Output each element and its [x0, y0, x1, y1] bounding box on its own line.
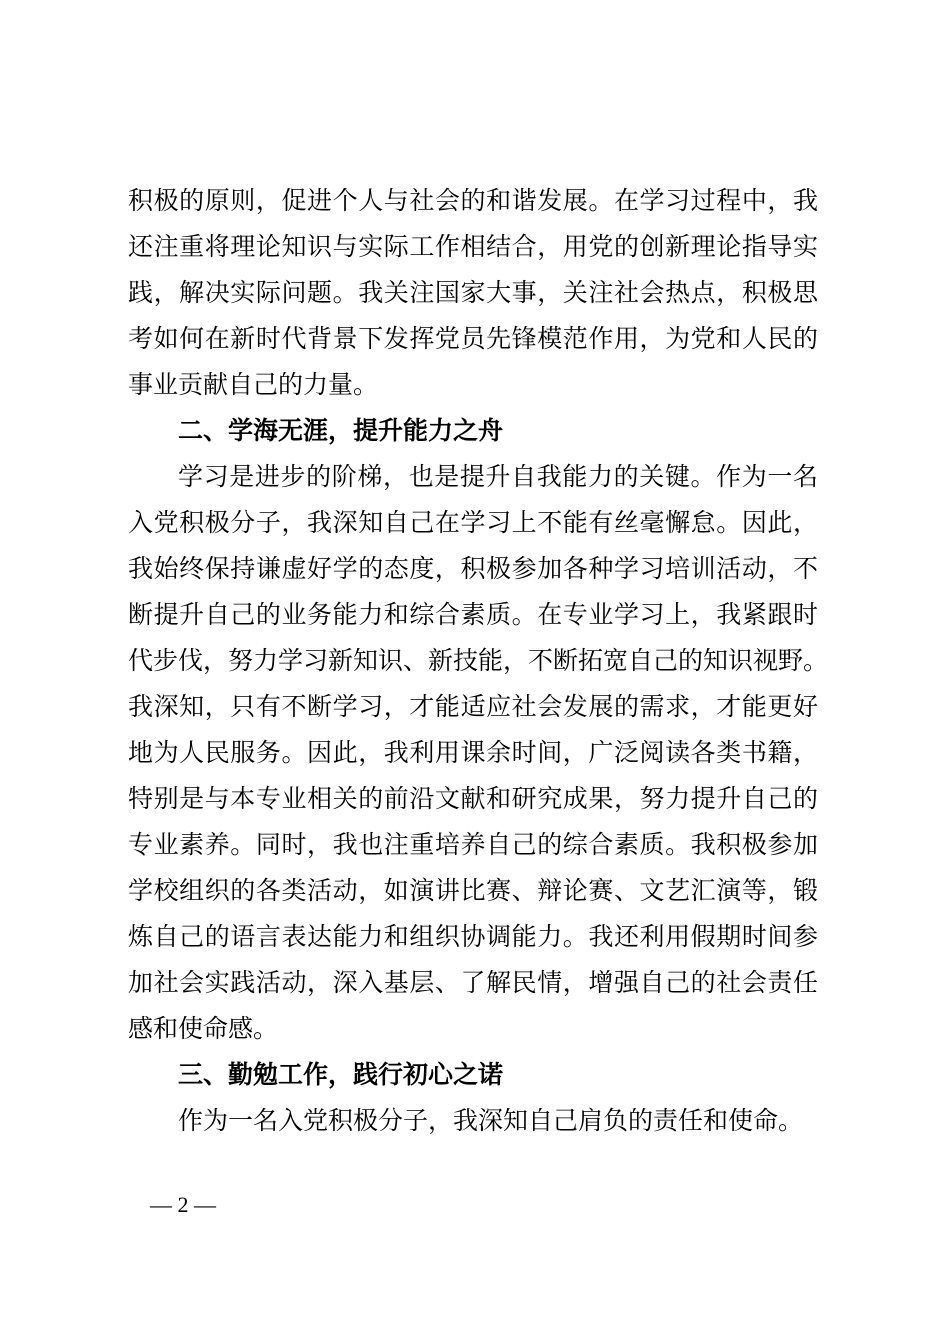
document-body: [128, 182, 829, 1148]
page-number: — 2 —: [150, 1192, 216, 1217]
paragraph-work: [128, 1102, 818, 1140]
text-line: 专业素养。同时，我也注重培养自己的综合素质。我积极参加: [128, 830, 818, 859]
text-line: 地为人民服务。因此，我利用课余时间，广泛阅读各类书籍，: [128, 738, 818, 767]
text-line: 加社会实践活动，深入基层、了解民情，增强自己的社会责任: [128, 968, 818, 997]
text-line: 我始终保持谦虚好学的态度，积极参加各种学习培训活动，不: [128, 554, 818, 583]
paragraph-continuation: [128, 182, 818, 404]
section-heading: 三、勤勉工作，践行初心之诺: [178, 1060, 504, 1089]
text-line: 考如何在新时代背景下发挥党员先锋模范作用，为党和人民的: [128, 324, 818, 353]
text-line: 作为一名入党积极分子，我深知自己肩负的责任和使命。: [178, 1106, 804, 1135]
text-line: 事业贡献自己的力量。: [128, 370, 379, 399]
text-line: 炼自己的语言表达能力和组织协调能力。我还利用假期时间参: [128, 922, 818, 951]
section-heading: 二、学海无涯，提升能力之舟: [178, 416, 504, 445]
text-line: 积极的原则，促进个人与社会的和谐发展。在学习过程中，我: [128, 186, 818, 215]
text-line: 特别是与本专业相关的前沿文献和研究成果，努力提升自己的: [128, 784, 818, 813]
text-line: 还注重将理论知识与实际工作相结合，用党的创新理论指导实: [128, 232, 818, 261]
text-line: 感和使命感。: [128, 1014, 279, 1043]
text-line: 学习是进步的阶梯，也是提升自我能力的关键。作为一名: [178, 462, 818, 491]
text-line: 代步伐，努力学习新知识、新技能，不断拓宽自己的知识视野。: [128, 646, 829, 675]
text-line: 我深知，只有不断学习，才能适应社会发展的需求，才能更好: [128, 692, 818, 721]
paragraph-learning: [128, 458, 829, 1048]
text-line: 践，解决实际问题。我关注国家大事，关注社会热点，积极思: [128, 278, 818, 307]
text-line: 断提升自己的业务能力和综合素质。在专业学习上，我紧跟时: [128, 600, 818, 629]
text-line: 学校组织的各类活动，如演讲比赛、辩论赛、文艺汇演等，锻: [128, 876, 818, 905]
text-line: 入党积极分子，我深知自己在学习上不能有丝毫懈怠。因此，: [128, 508, 818, 537]
